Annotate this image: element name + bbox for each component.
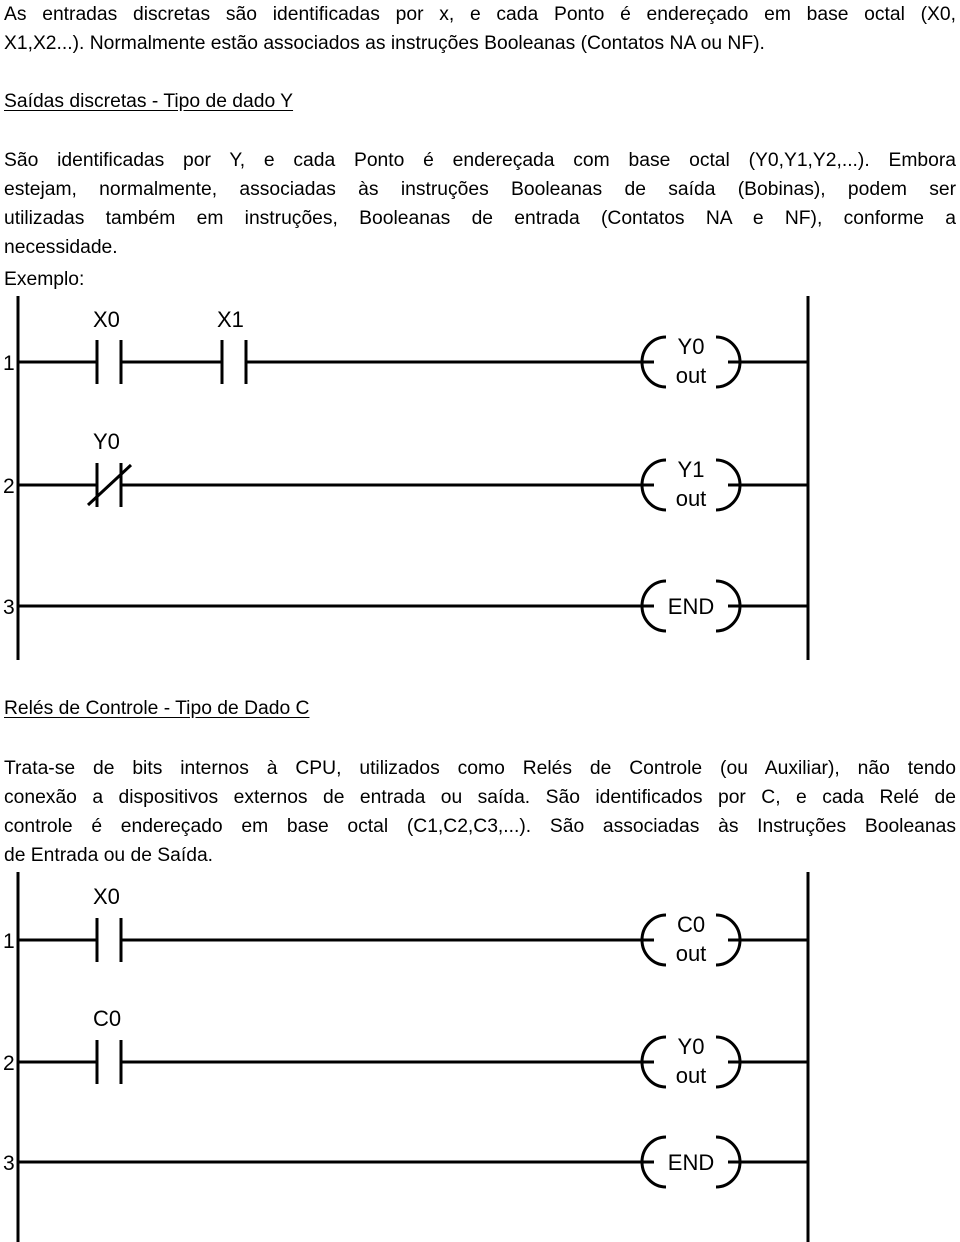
coil-label: Y1 — [677, 457, 705, 482]
intro-line-2: X1,X2...). Normalmente estão associados as instruções Booleanas (Contatos NA ou NF). — [4, 33, 765, 54]
contact-label: X0 — [93, 307, 120, 332]
contact-label: X0 — [93, 884, 120, 909]
rung-number: 3 — [3, 1152, 15, 1175]
contact-no-x1 — [217, 307, 246, 384]
contact-label: Y0 — [93, 429, 120, 454]
section-y-line-2: estejam, normalmente, associadas às instruções Booleanas de saída (Bobinas), podem ser — [4, 179, 956, 200]
rung-1 — [3, 884, 808, 966]
coil-c0 — [642, 912, 740, 966]
coil-y1 — [642, 457, 740, 511]
contact-label: X1 — [217, 307, 244, 332]
contact-label: C0 — [93, 1006, 122, 1031]
section-y-line-3: utilizadas também em instruções, Booleanas de entrada (Contatos NA e NF), conforme a — [4, 208, 956, 229]
contact-nc-y0 — [88, 429, 131, 507]
rung-2 — [3, 429, 808, 511]
rung-number: 3 — [3, 596, 15, 619]
contact-no-c0 — [93, 1006, 121, 1084]
section-y-line-1: São identificadas por Y, e cada Ponto é endereçada com base octal (Y0,Y1,Y2,...). Embora — [4, 150, 956, 171]
intro-line-1: As entradas discretas são identificadas por x, e cada Ponto é endereçado em base octal (X0, — [4, 4, 956, 25]
coil-y0 — [642, 1034, 740, 1088]
coil-type: out — [675, 1063, 707, 1088]
ladder-diagram-2 — [0, 860, 960, 1242]
section-c-heading: Relés de Controle - Tipo de Dado C — [4, 698, 310, 719]
rung-number: 2 — [3, 1052, 15, 1075]
section-c-line-1: Trata-se de bits internos à CPU, utilizados como Relés de Controle (ou Auxiliar), não tendo — [4, 758, 956, 779]
coil-label: Y0 — [677, 1034, 705, 1059]
section-c-line-3: controle é endereçado em base octal (C1,C2,C3,...). São associadas às Instruções Booleanas — [4, 816, 956, 837]
end-label: END — [667, 1150, 715, 1175]
rung-2 — [3, 1006, 808, 1088]
coil-type: out — [675, 941, 707, 966]
contact-no-x0 — [93, 307, 121, 384]
rung-3 — [3, 581, 808, 631]
rung-number: 1 — [3, 930, 15, 953]
coil-type: out — [675, 363, 707, 388]
section-c-line-2: conexão a dispositivos externos de entrada ou saída. São identificados por C, e cada Relé de — [4, 787, 956, 808]
rung-3 — [3, 1137, 808, 1187]
coil-label: Y0 — [677, 334, 705, 359]
section-y-line-4: necessidade. — [4, 237, 118, 258]
example-label: Exemplo: — [4, 269, 85, 290]
contact-no-x0 — [93, 884, 121, 962]
rung-1 — [3, 307, 808, 388]
coil-label: C0 — [676, 912, 706, 937]
rung-number: 1 — [3, 352, 15, 375]
end-instruction — [642, 1137, 740, 1187]
section-y-heading: Saídas discretas - Tipo de dado Y — [4, 91, 294, 112]
section-c-line-4: de Entrada ou de Saída. — [4, 845, 214, 866]
coil-type: out — [675, 486, 707, 511]
coil-y0 — [642, 334, 740, 388]
rung-number: 2 — [3, 475, 15, 498]
end-label: END — [667, 594, 715, 619]
end-instruction — [642, 581, 740, 631]
